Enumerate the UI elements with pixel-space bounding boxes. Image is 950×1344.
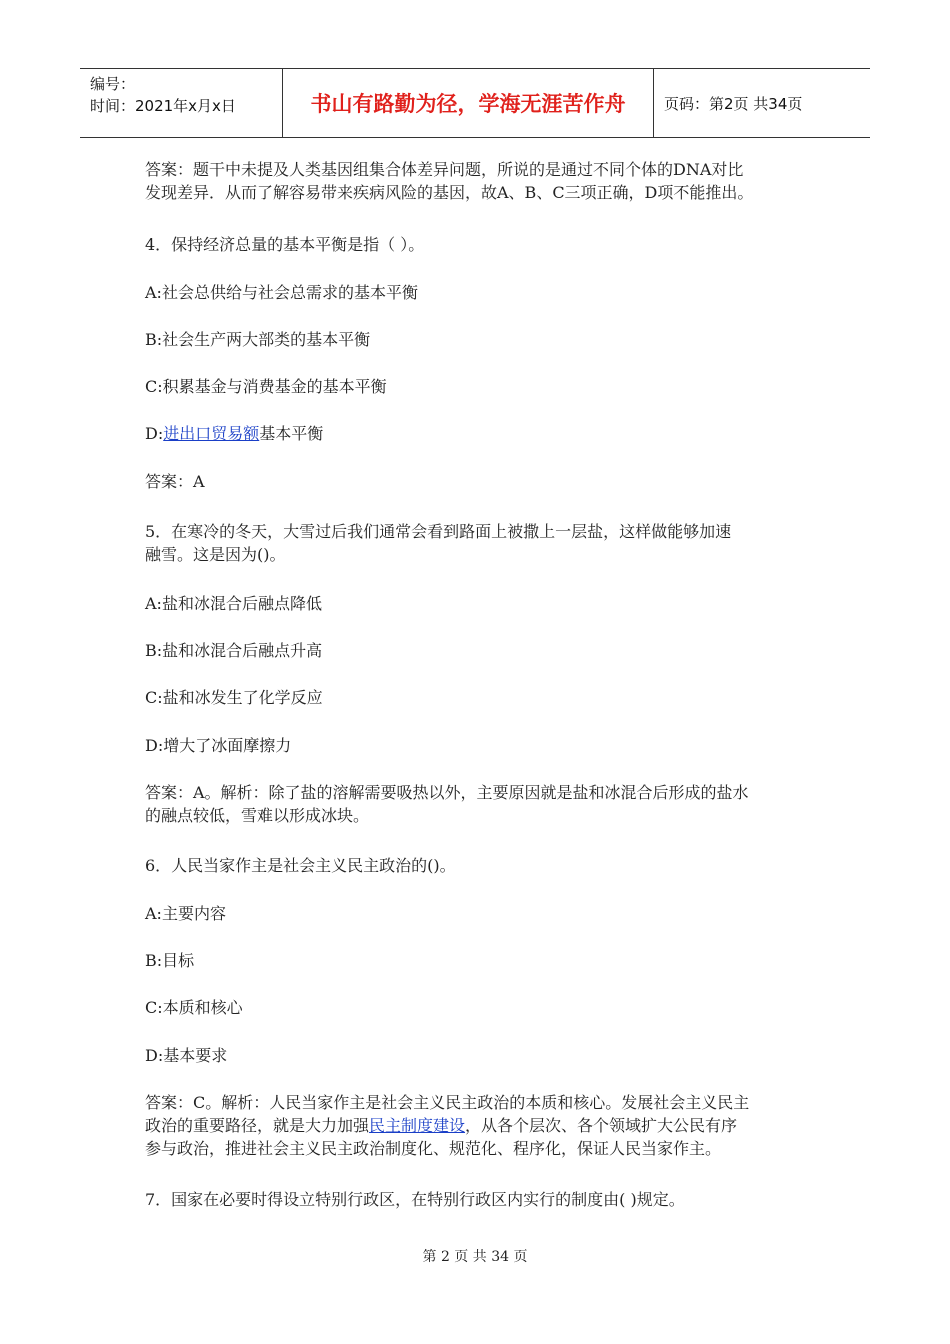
q6-option-b: B:目标	[145, 951, 195, 970]
question-7: 7．国家在必要时得设立特别行政区，在特别行政区内实行的制度由( )规定。	[145, 1190, 685, 1209]
q5-option-c: C:盐和冰发生了化学反应	[145, 688, 323, 707]
trade-volume-link[interactable]: 进出口贸易额	[163, 424, 260, 443]
time-label: 时间：2021年x月x日	[90, 97, 236, 115]
q4-option-d: D:进出口贸易额基本平衡	[145, 424, 324, 443]
page-header	[80, 68, 870, 138]
header-motto: 书山有路勤为径，学海无涯苦作舟	[282, 69, 654, 137]
q5-option-a: A:盐和冰混合后融点降低	[145, 594, 322, 613]
q4-option-b: B:社会生产两大部类的基本平衡	[145, 330, 371, 349]
question-4: 4．保持经济总量的基本平衡是指（ ）。	[145, 235, 425, 254]
q6-option-c: C:本质和核心	[145, 998, 243, 1017]
q5-option-d: D:增大了冰面摩擦力	[145, 736, 292, 755]
question-5: 5．在寒冷的冬天，大雪过后我们通常会看到路面上被撒上一层盐，这样做能够加速 融雪。这是因为()。	[145, 522, 732, 564]
q4-option-a: A:社会总供给与社会总需求的基本平衡	[145, 283, 418, 302]
q4-option-c: C:积累基金与消费基金的基本平衡	[145, 377, 387, 396]
q5-option-b: B:盐和冰混合后融点升高	[145, 641, 323, 660]
q6-answer: 答案：C。解析：人民当家作主是社会主义民主政治的本质和核心。发展社会主义民主 政治的重要路径，就是大力加强民主制度建设，从各个层次、各个领域扩大公民有序 参与政治，推进社会主义民主政治制度化、规范化、程序化，保证人民当家作主。	[145, 1093, 750, 1158]
answer-3: 答案：题干中未提及人类基因组集合体差异问题，所说的是通过不同个体的DNA对比 发现差异．从而了解容易带来疾病风险的基因，故A、B、C三项正确，D项不能推出。	[145, 160, 754, 202]
number-label: 编号：	[90, 75, 136, 93]
question-6: 6．人民当家作主是社会主义民主政治的()。	[145, 856, 456, 875]
q4-answer: 答案：A	[145, 472, 205, 491]
header-meta	[80, 69, 282, 137]
q5-answer: 答案：A。解析：除了盐的溶解需要吸热以外，主要原因就是盐和冰混合后形成的盐水 的融点较低，雪难以形成冰块。	[145, 783, 749, 825]
header-page-info: 页码：第2页 共34页	[664, 94, 803, 113]
q6-option-d: D:基本要求	[145, 1046, 228, 1065]
democratic-system-link[interactable]: 民主制度建设	[369, 1116, 466, 1135]
page-footer: 第 2 页 共 34 页	[422, 1249, 528, 1265]
q6-option-a: A:主要内容	[145, 904, 226, 923]
